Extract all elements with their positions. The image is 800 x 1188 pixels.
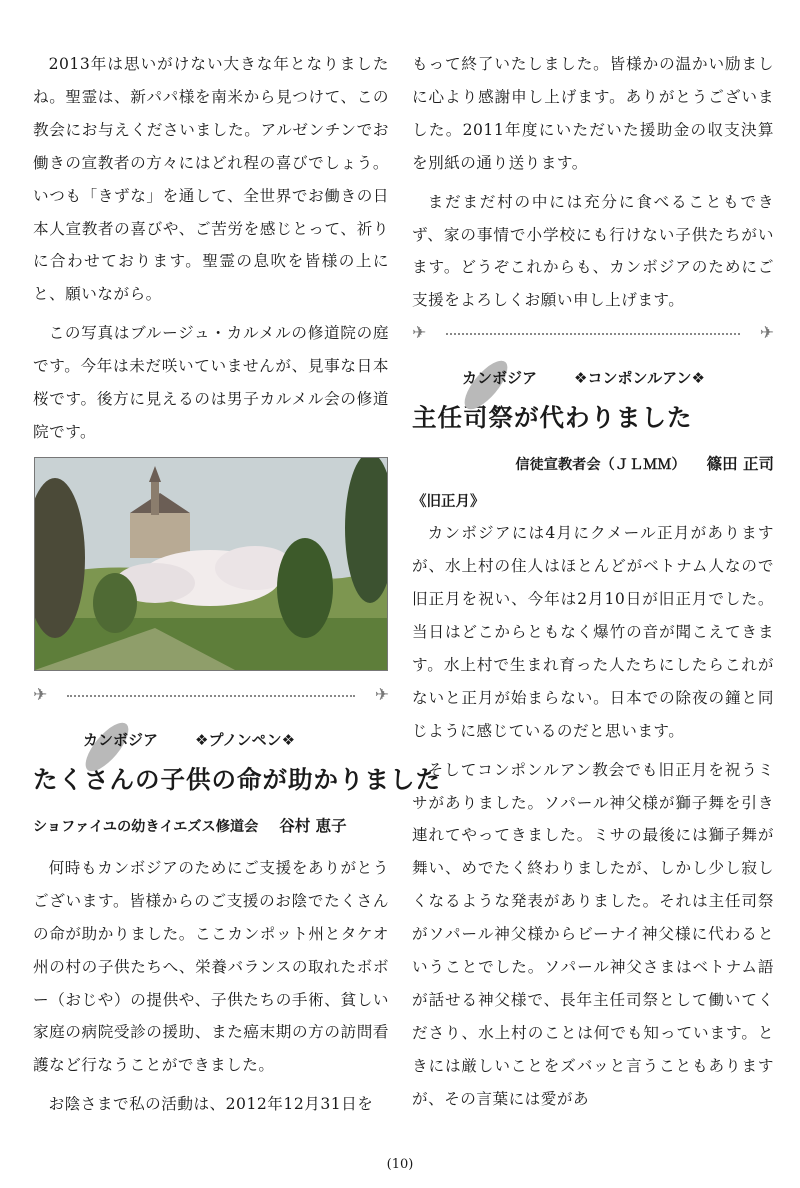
region-country: カンボジア: [83, 730, 159, 749]
article-subhead: 《旧正月》: [412, 494, 485, 511]
airplane-icon: ✈: [759, 323, 774, 344]
author-name: 谷村 恵子: [279, 816, 347, 835]
author-org: ショファイユの幼きイエズス修道会: [33, 818, 259, 835]
intro-paragraph-2: この写真はブルージュ・カルメルの修道院の庭です。今年は未だ咲いていませんが、見事な日本桜です。後方に見えるのは男子カルメル会の修道院です。: [33, 324, 389, 441]
right-column: [412, 48, 774, 1122]
section-divider: [412, 323, 774, 345]
page-number: (10): [386, 1157, 414, 1172]
intro-paragraph-1: 2013年は思いがけない大きな年となりましたね。聖霊は、新パパ様を南米から見つけて、この教会にお与えくださいました。アルゼンチンでお働きの宣教者の方々にはどれ程の喜びでしょう。いつも「きずな」を通して、全世界でお働きの日本人宣教者の喜びや、ご苦労を感じとって、祈りに合わせております。聖霊の息吹を皆様の上にと、願いながら。: [33, 55, 389, 304]
region-label: [412, 355, 774, 395]
continued-paragraph: もって終了いたしました。皆様かの温かい励ましに心より感謝申し上げます。ありがとうございました。2011年度にいただいた援助金の収支決算を別紙の通り送ります。: [412, 55, 774, 172]
region-place: ❖コンポンルアン❖: [574, 369, 705, 388]
article-headline: 主任司祭が代わりました: [412, 403, 693, 433]
region-place: ❖プノンペン❖: [195, 730, 296, 749]
article-paragraph-1: カンボジアには4月にクメール正月がありますが、水上村の住人はほとんどがベトナム人なので旧正月を祝い、今年は2月10日が旧正月でした。当日はどこからともなく爆竹の音が聞こえてきます。水上村で生まれ育った人たちにしたらこれがないと正月が始まらない。日本での除夜の鐘と同じように感じているのだと思います。: [412, 524, 774, 740]
article-author: [33, 814, 389, 836]
right-paragraph-2: まだまだ村の中には充分に食べることもできず、家の事情で小学校にも行けない子供たちがいます。どうぞこれからも、カンボジアのためにご支援をよろしくお願い申し上げます。: [412, 192, 774, 310]
article-author: [412, 452, 774, 474]
left-column: [33, 48, 441, 1127]
carmel-garden-photo: [34, 457, 388, 671]
author-name: 篠田 正司: [706, 455, 774, 474]
region-country: カンボジア: [462, 369, 538, 388]
airplane-icon: ✈: [374, 684, 389, 705]
author-org: 信徒宣教者会（ＪＬＭＭ）: [515, 457, 686, 474]
article-paragraph-1: 何時もカンボジアのためにご支援をありがとうございます。皆様からのご支援のお陰でたくさんの命が助かりました。ここカンポット州とタケオ州の村の子供たちへ、栄養バランスの取れたボボー（おじや）の提供や、子供たちの手術、貧しい家庭の病院受診の援助、また癌末期の方の訪問看護など行なうことができました。: [33, 858, 389, 1075]
section-divider: [33, 685, 389, 707]
region-label: [33, 717, 389, 757]
airplane-icon: ✈: [33, 684, 48, 705]
article-paragraph-2: お陰さまで私の活動は、2012年12月31日を: [48, 1095, 374, 1114]
article-paragraph-2: そしてコンポンルアン教会でも旧正月を祝うミサがありました。ソパール神父様が獅子舞を引き連れてやってきました。ミサの最後には獅子舞が舞い、めでたく終わりましたが、しかし少し寂しくなるような発表がありました。それは主任司祭がソパール神父様からビーナイ神父様に代わるということでした。ソパール神父さまはベトナム語が話せる神父様で、長年主任司祭として働いてくださり、水上村のことは何でも知っています。ときには厳しいことをズバッと言うこともありますが、その言葉には愛があ: [412, 760, 774, 1108]
article-headline: たくさんの子供の命が助かりました: [33, 764, 441, 794]
airplane-icon: ✈: [412, 323, 427, 344]
